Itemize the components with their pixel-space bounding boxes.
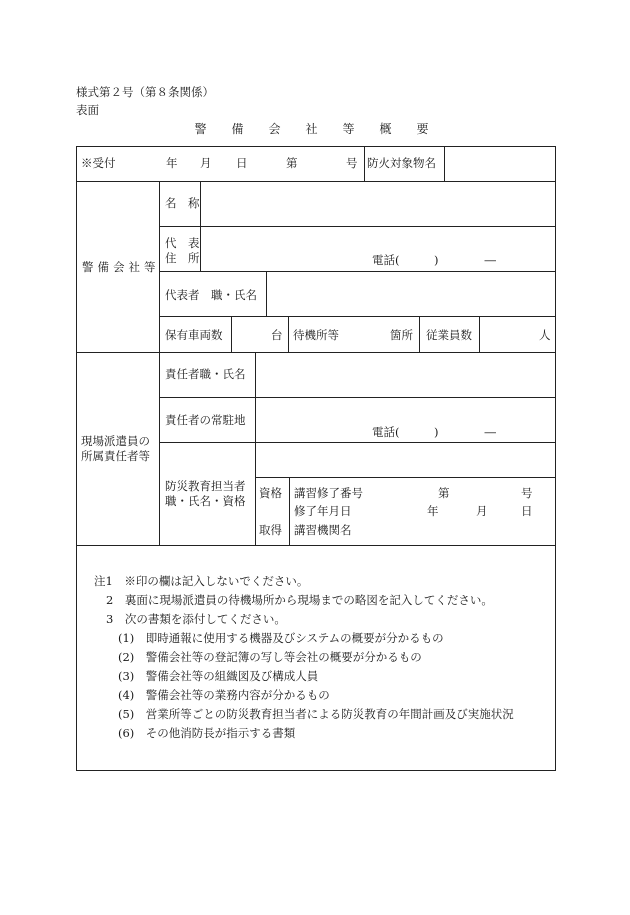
row-divider <box>255 477 555 478</box>
receipt-label: ※受付 <box>81 156 116 170</box>
qualification-label-1: 資格 <box>259 486 282 500</box>
completion-day: 日 <box>521 504 533 518</box>
completion-date-label: 修了年月日 <box>294 504 352 518</box>
vehicles-label: 保有車両数 <box>165 328 223 342</box>
col-divider <box>289 477 290 545</box>
rep-address-label-2: 住 所 <box>165 251 200 265</box>
company-phone-label: 電話( ) ― <box>372 253 496 267</box>
page-side-label: 表面 <box>76 103 99 117</box>
qualification-label-2: 取得 <box>259 523 282 537</box>
col-divider <box>444 147 445 181</box>
col-divider <box>364 147 365 181</box>
receipt-month: 月 <box>200 156 212 170</box>
col-divider <box>419 316 420 352</box>
col-divider <box>266 271 267 316</box>
company-name-label: 名 称 <box>165 196 200 210</box>
col-divider <box>159 352 160 545</box>
row-divider <box>77 545 555 546</box>
representative-label: 代表者 職・氏名 <box>165 288 257 302</box>
note-3: 3 次の書類を添付してください。 <box>106 612 286 626</box>
col-divider <box>288 316 289 352</box>
responsible-phone-label: 電話( ) ― <box>372 425 496 439</box>
responsible-station-label: 責任者の常駐地 <box>165 413 246 427</box>
col-divider <box>200 226 201 271</box>
rep-address-label-1: 代 表 <box>165 236 200 250</box>
attachment-item: (5) 営業所等ごとの防災教育担当者による防災教育の年間計画及び実施状況 <box>118 707 514 721</box>
responsible-section-label-2: 所属責任者等 <box>81 449 150 463</box>
row-divider <box>159 442 555 443</box>
completion-year: 年 <box>427 504 439 518</box>
row-divider <box>159 271 555 272</box>
attachment-item: (2) 警備会社等の登記簿の写し等会社の概要が分かるもの <box>118 650 422 664</box>
employees-unit: 人 <box>539 328 551 342</box>
attachment-item: (4) 警備会社等の業務内容が分かるもの <box>118 688 330 702</box>
receipt-number-prefix: 第 <box>286 156 298 170</box>
receipt-number-suffix: 号 <box>346 156 358 170</box>
col-divider <box>255 352 256 442</box>
vehicles-unit: 台 <box>271 328 283 342</box>
company-section-label: 警備会社等 <box>82 260 160 274</box>
fire-target-label: 防火対象物名 <box>367 156 436 170</box>
receipt-day: 日 <box>236 156 248 170</box>
attachment-item: (6) その他消防長が指示する書類 <box>118 726 296 740</box>
responsible-section-label-1: 現場派遣員の <box>81 434 150 448</box>
receipt-year: 年 <box>166 156 178 170</box>
institution-label: 講習機関名 <box>294 523 352 537</box>
row-divider <box>159 316 555 317</box>
row-divider <box>159 226 555 227</box>
attachment-item: (1) 即時通報に使用する機器及びシステムの概要が分かるもの <box>118 631 444 645</box>
course-number-suffix: 号 <box>521 486 533 500</box>
col-divider <box>200 181 201 226</box>
course-number-label: 講習修了番号 <box>294 486 363 500</box>
note-2: 2 裏面に現場派遣員の待機場所から現場までの略図を記入してください。 <box>106 593 493 607</box>
standby-label: 待機所等 <box>293 328 339 342</box>
row-divider <box>77 352 555 353</box>
attachment-item: (3) 警備会社等の組織図及び構成人員 <box>118 669 319 683</box>
row-divider <box>159 397 555 398</box>
col-divider <box>255 442 256 545</box>
col-divider <box>231 316 232 352</box>
edu-officer-label-1: 防災教育担当者 <box>165 479 246 493</box>
course-number-prefix: 第 <box>438 486 450 500</box>
responsible-name-label: 責任者職・氏名 <box>165 367 246 381</box>
edu-officer-label-2: 職・氏名・資格 <box>165 494 246 508</box>
col-divider <box>479 316 480 352</box>
form-number: 様式第２号（第８条関係） <box>76 85 214 99</box>
form-title: 警備会社等概要 <box>194 122 454 136</box>
employees-label: 従業員数 <box>426 328 472 342</box>
completion-month: 月 <box>476 504 488 518</box>
note-1: 注1 ※印の欄は記入しないでください。 <box>94 574 309 588</box>
standby-unit: 箇所 <box>390 328 413 342</box>
row-divider <box>77 181 555 182</box>
